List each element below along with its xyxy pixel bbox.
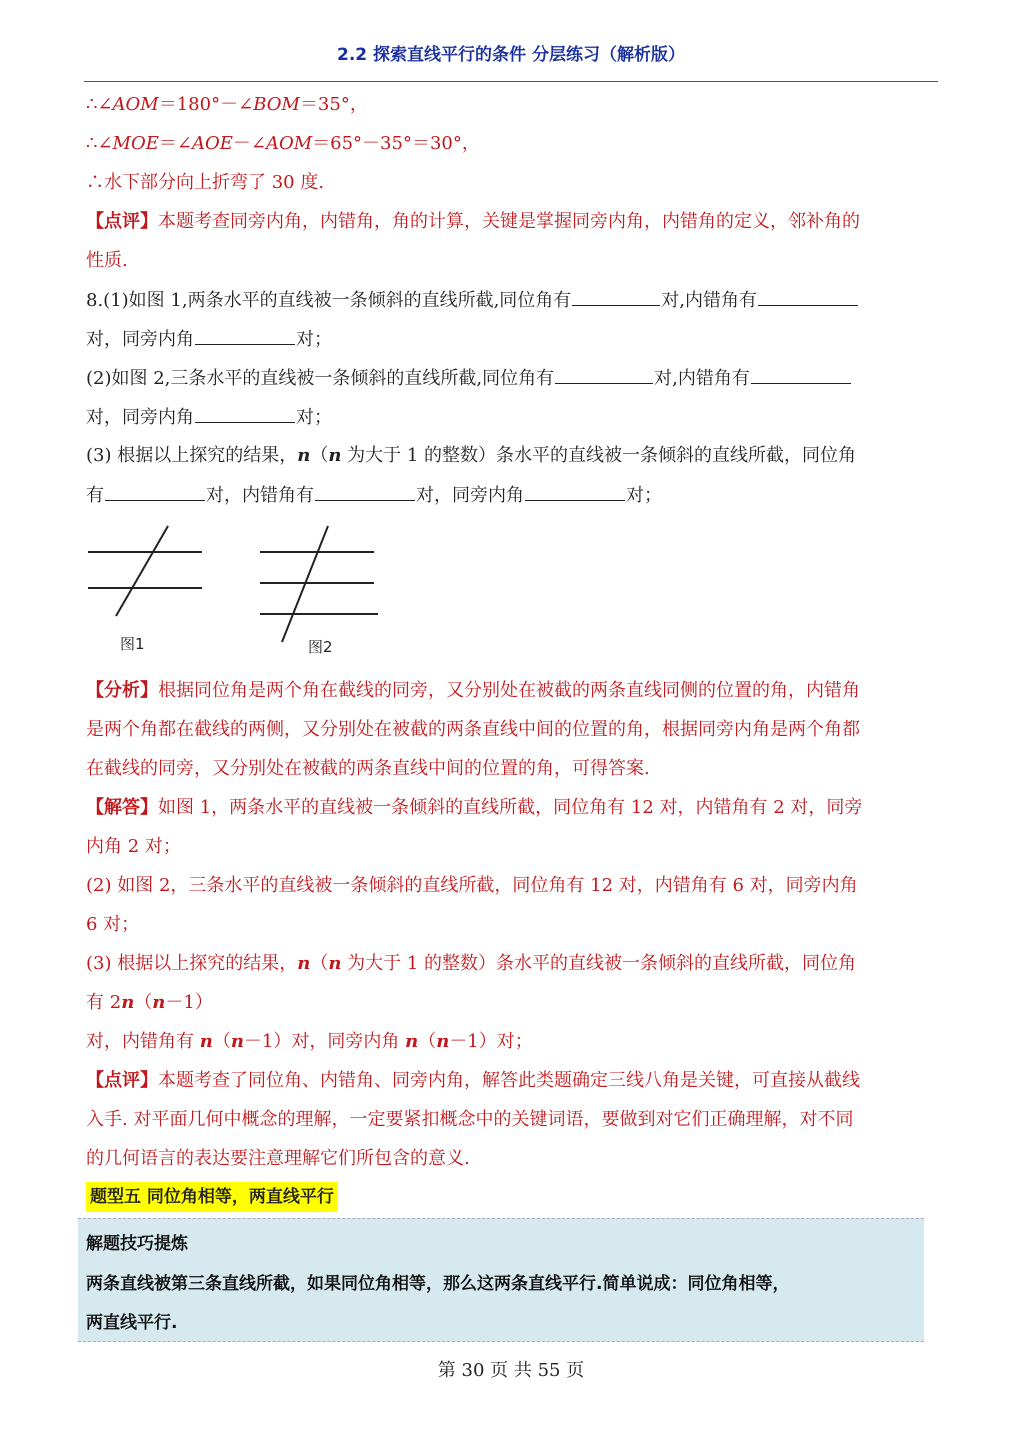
q8-part3-line1: (3) 根据以上探究的结果，n（n 为大于 1 的整数）条水平的直线被一条倾斜的直线所截，同位角 [86,445,857,466]
review-line-1: 【点评】本题考查同旁内角，内错角，角的计算，关键是掌握同旁内角，内错角的定义，邻补角的 [86,211,860,232]
answer-blank[interactable] [525,482,625,501]
solution-line-3: ∴水下部分向上折弯了 30 度. [86,172,325,193]
answer-line-5: (3) 根据以上探究的结果，n（n 为大于 1 的整数）条水平的直线被一条倾斜的直线所截，同位角 [86,953,857,974]
solution-line-1: ∴∠AOM＝180°－∠BOM＝35°， [86,94,368,115]
answer-blank[interactable] [572,287,660,306]
tips-line-1: 两条直线被第三条直线所截，如果同位角相等，那么这两条直线平行.简单说成：同位角相等， [86,1274,790,1294]
q8-part1-line2: 对，同旁内角 对； [86,326,938,353]
figure-2 [260,526,378,656]
answer-blank[interactable] [105,482,205,501]
tips-title: 解题技巧提炼 [86,1234,188,1254]
answer-blank[interactable] [555,365,653,384]
analysis-line-3: 在截线的同旁，又分别处在被截的两条直线中间的位置的角，可得答案. [86,758,650,779]
answer-blank[interactable] [195,326,295,345]
review2-tag: 【点评】 [86,1070,158,1091]
answer-line-4: 6 对； [86,914,140,935]
page-footer: 第 30 页 共 55 页 [437,1360,585,1381]
review2-line-3: 的几何语言的表达要注意理解它们所包含的意义. [86,1148,470,1169]
answer-line-6: 有 2n（n－1） [86,992,213,1013]
solution-line-2: ∴∠MOE＝∠AOE－∠AOM＝65°－35°＝30°， [86,133,480,154]
answer-line-2: 内角 2 对； [86,836,181,857]
answer-blank[interactable] [751,365,851,384]
answer-blank[interactable] [315,482,415,501]
analysis-line-2: 是两个角都在截线的两侧，又分别处在被截的两条直线中间的位置的角，根据同旁内角是两个角都 [86,719,860,740]
answer-line-7: 对，内错角有 n（n－1）对，同旁内角 n（n－1）对； [86,1031,533,1052]
q8-part2-line1: (2)如图 2,三条水平的直线被一条倾斜的直线所截,同位角有 对,内错角有 [86,365,938,392]
figure-2-label: 图2 [308,638,333,656]
answer-line-1: 【解答】如图 1，两条水平的直线被一条倾斜的直线所截，同位角有 12 对，内错角有 2 对，同旁 [86,797,863,818]
tips-line-2: 两直线平行. [86,1313,178,1333]
page-header-title: 2.2 探索直线平行的条件 分层练习（解析版） [337,45,685,65]
q8-part3-line2: 有 对，内错角有 对，同旁内角 对； [86,482,938,509]
review2-line-1: 【点评】本题考查了同位角、内错角、同旁内角，解答此类题确定三线八角是关键，可直接从截线 [86,1070,860,1091]
figures [80,518,400,660]
answer-blank[interactable] [758,287,858,306]
review-line-2: 性质. [86,250,128,271]
header-rule [84,81,938,82]
analysis-tag: 【分析】 [86,680,158,701]
analysis-line-1: 【分析】根据同位角是两个角在截线的同旁，又分别处在被截的两条直线同侧的位置的角，内错角 [86,680,860,701]
section-5-title: 题型五 同位角相等，两直线平行 [86,1182,338,1212]
transversal-line [116,526,168,616]
answer-line-3: (2) 如图 2，三条水平的直线被一条倾斜的直线所截，同位角有 12 对，内错角有 6 对，同旁内角 [86,875,858,896]
tips-box [78,1218,924,1342]
review2-line-2: 入手. 对平面几何中概念的理解，一定要紧扣概念中的关键词语，要做到对它们正确理解，对不同 [86,1109,854,1130]
figure-1 [88,526,202,653]
answer-blank[interactable] [195,404,295,423]
answer-tag: 【解答】 [86,797,158,818]
review-tag: 【点评】 [86,211,158,232]
figure-1-label: 图1 [120,635,145,653]
q8-part1-line1: 8.(1)如图 1,两条水平的直线被一条倾斜的直线所截,同位角有 对,内错角有 [86,287,938,314]
q8-part2-line2: 对，同旁内角 对； [86,404,938,431]
